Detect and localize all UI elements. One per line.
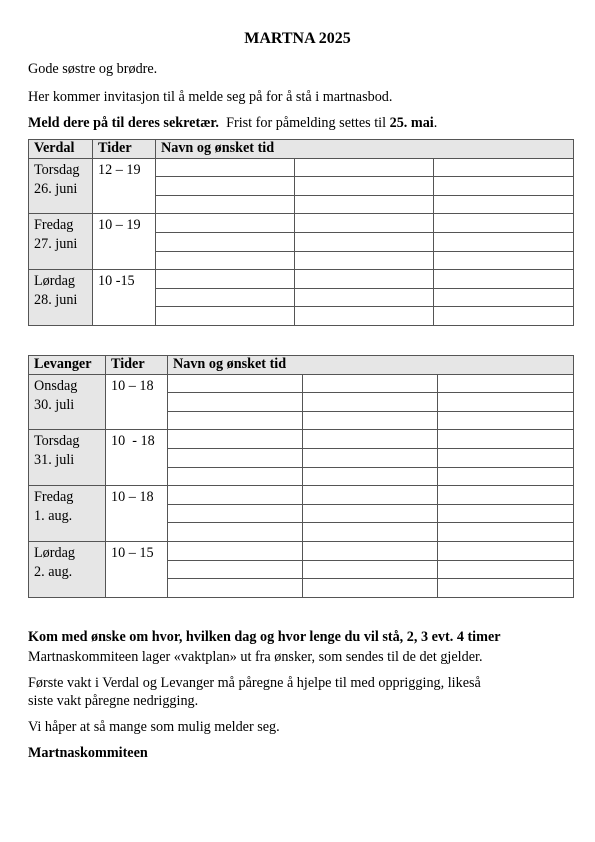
- name-cell[interactable]: [156, 214, 295, 233]
- name-cell[interactable]: [168, 374, 303, 393]
- name-cell[interactable]: [438, 467, 574, 486]
- name-cell[interactable]: [168, 486, 303, 505]
- name-cell[interactable]: [303, 430, 438, 449]
- name-cell[interactable]: [438, 448, 574, 467]
- deadline-prefix: Frist for påmelding settes til: [226, 115, 387, 131]
- table-row: [29, 430, 574, 449]
- day-cell: [29, 541, 106, 597]
- name-cell[interactable]: [168, 393, 303, 412]
- name-cell[interactable]: [295, 307, 434, 326]
- time-cell: 10 - 18: [106, 430, 168, 486]
- day-cell: [29, 486, 106, 542]
- name-cell[interactable]: [434, 214, 574, 233]
- table-row: [29, 374, 574, 393]
- name-cell[interactable]: [295, 270, 434, 289]
- table-row: [29, 158, 574, 177]
- name-cell[interactable]: [168, 448, 303, 467]
- verdal-header-times: Tider: [93, 140, 156, 159]
- day-name: Onsdag: [34, 377, 78, 394]
- name-cell[interactable]: [303, 486, 438, 505]
- time-cell: 10 -15: [93, 270, 156, 326]
- page-title: MARTNA 2025: [244, 30, 351, 47]
- name-cell[interactable]: [168, 579, 303, 598]
- name-cell[interactable]: [434, 232, 574, 251]
- deadline-suffix: .: [433, 115, 438, 131]
- name-cell[interactable]: [156, 307, 295, 326]
- first-shift-text-cont: siste vakt påregne nedrigging.: [28, 693, 199, 709]
- invitation-text: Her kommer invitasjon til å melde seg på for å stå i martnasbod.: [28, 89, 393, 105]
- name-cell[interactable]: [168, 560, 303, 579]
- deadline-date: 25. mai: [389, 115, 434, 131]
- name-cell[interactable]: [168, 541, 303, 560]
- day-cell: [29, 430, 106, 486]
- day-date: 2. aug.: [34, 563, 73, 580]
- time-cell: 10 – 19: [93, 214, 156, 270]
- name-cell[interactable]: [156, 177, 295, 196]
- name-cell[interactable]: [295, 288, 434, 307]
- name-cell[interactable]: [295, 177, 434, 196]
- verdal-header-location: Verdal: [29, 140, 93, 159]
- levanger-header-location: Levanger: [29, 356, 106, 375]
- name-cell[interactable]: [438, 579, 574, 598]
- levanger-header-names: Navn og ønsket tid: [168, 356, 574, 375]
- name-cell[interactable]: [168, 467, 303, 486]
- name-cell[interactable]: [434, 288, 574, 307]
- name-cell[interactable]: [156, 288, 295, 307]
- register-instruction: Meld dere på til deres sekretær.: [28, 115, 219, 131]
- name-cell[interactable]: [156, 251, 295, 270]
- time-cell: 12 – 19: [93, 158, 156, 214]
- name-cell[interactable]: [438, 523, 574, 542]
- name-cell[interactable]: [295, 214, 434, 233]
- name-cell[interactable]: [303, 579, 438, 598]
- day-cell: [29, 214, 93, 270]
- day-name: Lørdag: [34, 544, 75, 561]
- time-cell: 10 – 15: [106, 541, 168, 597]
- name-cell[interactable]: [434, 195, 574, 214]
- day-date: 26. juni: [34, 180, 78, 197]
- name-cell[interactable]: [303, 541, 438, 560]
- day-date: 31. juli: [34, 452, 75, 469]
- name-cell[interactable]: [168, 411, 303, 430]
- name-cell[interactable]: [295, 232, 434, 251]
- day-cell: [29, 270, 93, 326]
- levanger-header-times: Tider: [106, 356, 168, 375]
- vaktplan-text: Martnaskommiteen lager «vaktplan» ut fra ønsker, som sendes til de det gjelder.: [28, 649, 483, 665]
- table-row: [29, 270, 574, 289]
- name-cell[interactable]: [303, 504, 438, 523]
- name-cell[interactable]: [303, 393, 438, 412]
- name-cell[interactable]: [156, 232, 295, 251]
- wish-instruction: Kom med ønske om hvor, hvilken dag og hvor lenge du vil stå, 2, 3 evt. 4 timer: [28, 629, 501, 645]
- day-date: 1. aug.: [34, 508, 73, 525]
- name-cell[interactable]: [168, 523, 303, 542]
- verdal-header-row: [29, 140, 574, 159]
- time-cell: 10 – 18: [106, 374, 168, 430]
- name-cell[interactable]: [303, 448, 438, 467]
- verdal-header-names: Navn og ønsket tid: [156, 140, 574, 159]
- name-cell[interactable]: [303, 374, 438, 393]
- day-name: Torsdag: [34, 433, 80, 450]
- signature: Martnaskommiteen: [28, 745, 148, 761]
- name-cell[interactable]: [434, 158, 574, 177]
- table-row: [29, 541, 574, 560]
- name-cell[interactable]: [168, 504, 303, 523]
- day-date: 28. juni: [34, 292, 78, 309]
- day-cell: [29, 158, 93, 214]
- name-cell[interactable]: [438, 541, 574, 560]
- time-cell: 10 – 18: [106, 486, 168, 542]
- levanger-header-row: [29, 356, 574, 375]
- table-row: [29, 486, 574, 505]
- table-row: [29, 214, 574, 233]
- name-cell[interactable]: [156, 158, 295, 177]
- name-cell[interactable]: [438, 374, 574, 393]
- register-line: [28, 115, 437, 132]
- name-cell[interactable]: [434, 270, 574, 289]
- name-cell[interactable]: [438, 411, 574, 430]
- name-cell[interactable]: [434, 251, 574, 270]
- day-date: 30. juli: [34, 396, 75, 413]
- first-shift-text: Første vakt i Verdal og Levanger må påregne å hjelpe til med opprigging, likeså: [28, 675, 481, 691]
- name-cell[interactable]: [303, 467, 438, 486]
- name-cell[interactable]: [303, 411, 438, 430]
- greeting-text: Gode søstre og brødre.: [28, 61, 158, 77]
- name-cell[interactable]: [434, 177, 574, 196]
- levanger-schedule-table: [28, 355, 574, 598]
- name-cell[interactable]: [156, 270, 295, 289]
- day-date: 27. juni: [34, 236, 78, 253]
- day-name: Fredag: [34, 217, 74, 234]
- name-cell[interactable]: [295, 158, 434, 177]
- verdal-schedule-table: [28, 139, 574, 326]
- day-cell: [29, 374, 106, 430]
- name-cell[interactable]: [156, 195, 295, 214]
- name-cell[interactable]: [438, 486, 574, 505]
- name-cell[interactable]: [438, 560, 574, 579]
- name-cell[interactable]: [438, 504, 574, 523]
- hope-text: Vi håper at så mange som mulig melder seg.: [28, 719, 280, 735]
- name-cell[interactable]: [168, 430, 303, 449]
- day-name: Fredag: [34, 489, 74, 506]
- day-name: Torsdag: [34, 161, 80, 178]
- name-cell[interactable]: [303, 523, 438, 542]
- name-cell[interactable]: [434, 307, 574, 326]
- name-cell[interactable]: [438, 430, 574, 449]
- name-cell[interactable]: [438, 393, 574, 412]
- name-cell[interactable]: [295, 195, 434, 214]
- day-name: Lørdag: [34, 273, 75, 290]
- name-cell[interactable]: [303, 560, 438, 579]
- name-cell[interactable]: [295, 251, 434, 270]
